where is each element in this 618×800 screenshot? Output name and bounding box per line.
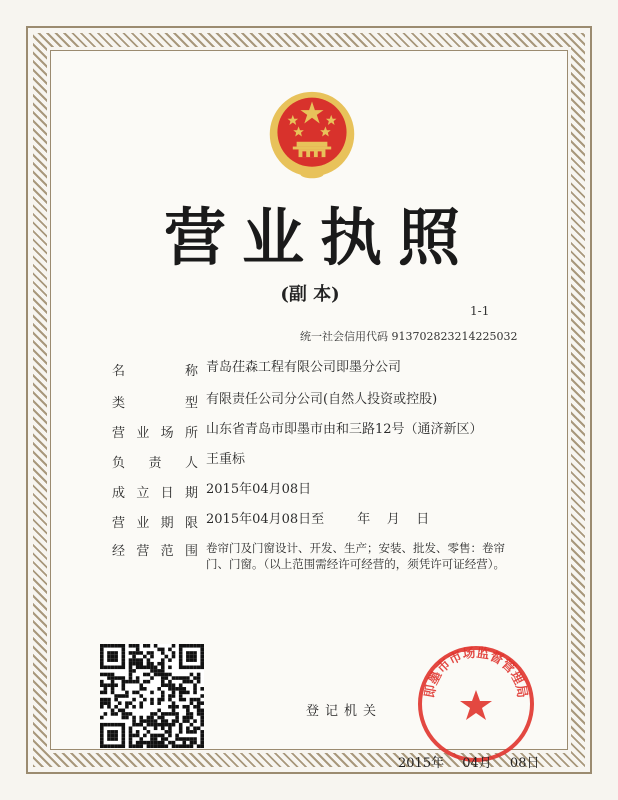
field-row-type — [112, 392, 506, 411]
field-value: 有限责任公司分公司(自然人投资或控股) — [206, 392, 438, 407]
field-label: 名 称 — [112, 364, 198, 379]
field-row-name — [112, 360, 506, 379]
official-seal-icon — [414, 642, 538, 766]
national-emblem-icon — [264, 88, 360, 184]
seal-text: 即墨市市场监督管理局 — [422, 645, 530, 700]
field-label: 营 业 场 所 — [112, 426, 198, 441]
field-label: 营 业 期 限 — [112, 516, 198, 531]
field-value: 2015年04月08日至 年 月 日 — [206, 512, 430, 527]
document-subtitle: (副 本) — [280, 284, 340, 305]
document-title: 营业执照 — [163, 201, 476, 274]
field-row-address — [112, 422, 506, 441]
serial-number: 1-1 — [470, 304, 490, 318]
date-month: 04月 — [462, 756, 492, 771]
field-row-established — [112, 482, 506, 501]
credit-code: 统一社会信用代码 913702823214225032 — [300, 330, 518, 343]
field-value: 青岛茌森工程有限公司即墨分公司 — [206, 360, 402, 375]
field-label: 经 营 范 围 — [112, 544, 198, 559]
field-value: 2015年04月08日 — [206, 482, 312, 497]
field-label: 负 责 人 — [112, 456, 198, 471]
qr-code-icon — [100, 644, 204, 748]
field-row-responsible — [112, 452, 506, 471]
date-year: 2015年 — [398, 756, 445, 771]
field-label: 类 型 — [112, 396, 198, 411]
field-row-term — [112, 512, 506, 531]
field-value: 卷帘门及门窗设计、开发、生产；安装、批发、零售：卷帘门、门窗。（以上范围需经许可经营的，须凭许可证经营）。 — [206, 541, 505, 571]
field-row-scope — [112, 540, 506, 572]
field-label: 成 立 日 期 — [112, 486, 198, 501]
field-value: 山东省青岛市即墨市由和三路12号（通济新区） — [206, 422, 483, 437]
date-day: 08日 — [509, 756, 540, 771]
field-value: 王重标 — [206, 452, 246, 467]
registration-authority-label: 登记机关 — [306, 704, 383, 719]
registration-date — [398, 752, 539, 771]
